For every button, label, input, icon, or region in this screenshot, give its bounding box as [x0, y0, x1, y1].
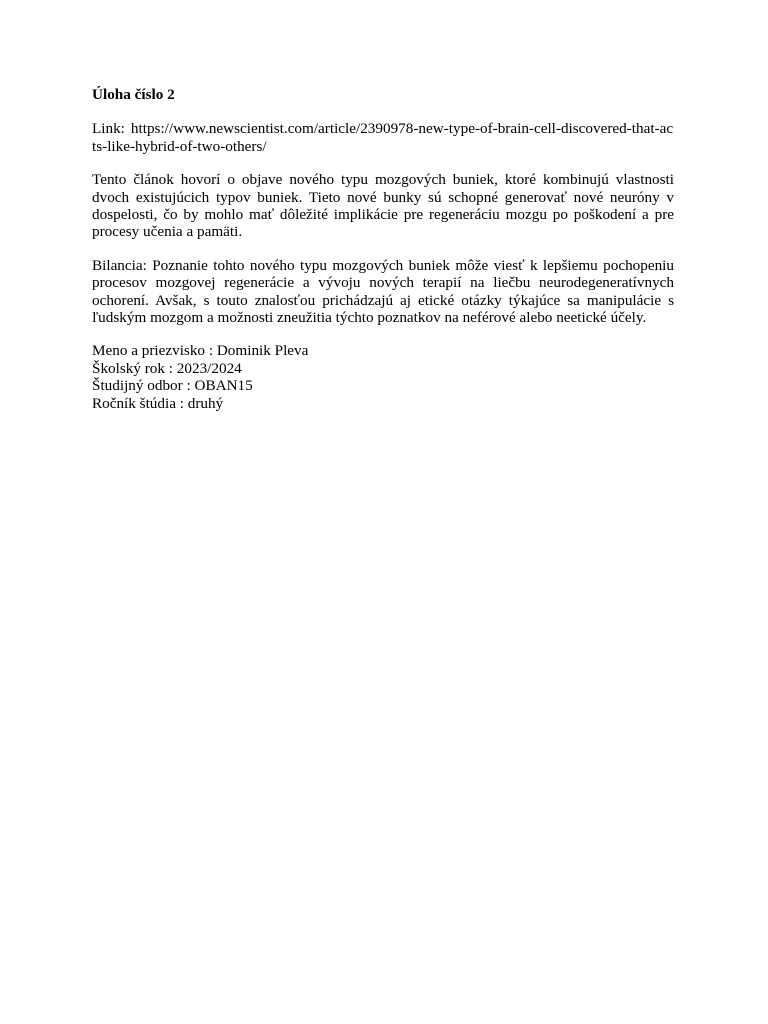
info-school-year: Školský rok : 2023/2024	[92, 359, 242, 377]
info-year-of-study: Ročník štúdia : druhý	[92, 394, 224, 412]
document-title: Úloha číslo 2	[92, 86, 175, 103]
info-field: Študijný odbor : OBAN15	[92, 377, 253, 395]
document-page	[92, 86, 674, 412]
info-name: Meno a priezvisko : Dominik Pleva	[92, 342, 309, 360]
article-link[interactable]: https://www.newscientist.com/article/2390978-new-type-of-brain-cell-discovered-that-acts-like-hybrid-of-two-others/	[92, 120, 674, 155]
student-info	[92, 342, 674, 412]
link-label: Link:	[92, 120, 125, 138]
balance-paragraph: Bilancia: Poznanie tohto nového typu mozgových buniek môže viesť k lepšiemu pochopeniu procesov mozgovej regenerácie a vývoju nových terapií na liečbu neurodegeneratívnych ochorení. Avšak, s touto znalosťou prichádzajú aj etické otázky týkajúce sa manipulácie s ľudským mozgom a možnosti zneužitia týchto poznatkov na neférové alebo neetické účely.	[92, 256, 674, 327]
summary-paragraph: Tento článok hovorí o objave nového typu mozgových buniek, ktoré kombinujú vlastnosti dvoch existujúcich typov buniek. Tieto nové bunky sú schopné generovať nové neuróny v dospelosti, čo by mohlo mať dôležité implikácie pre regeneráciu mozgu po poškodení a pre procesy učenia a pamäti.	[92, 171, 674, 241]
link-paragraph	[92, 120, 674, 155]
